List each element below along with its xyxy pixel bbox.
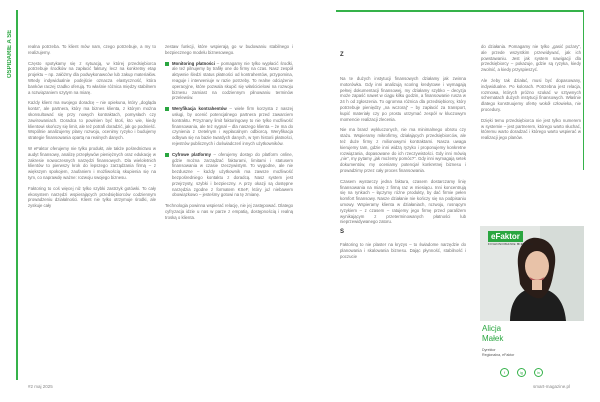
- bullet-square-icon: [165, 107, 169, 111]
- column-1: [28, 44, 156, 214]
- col4-paragraph: Ale żeby tak działać, musi być dopasowany, indywidualne. Po kolorach. Potrzebna jest relacja, rozmowa, których próżno szukać w sztywnych schematach dużych instytucji finansowych. Właśnie dlatego konstruujemy ofertę wokół człowieka, nie procedury.: [481, 77, 581, 112]
- bullet-square-icon: [165, 62, 169, 66]
- efaktor-logo: eFaktor: [488, 231, 523, 242]
- efaktor-logo-subtitle: FINANSOWANIE BIZNESU: [488, 242, 533, 246]
- author-role-line2: Regionalna, eFaktor: [482, 353, 515, 357]
- bullet-weryfikacja: [165, 106, 293, 147]
- column-3: [340, 76, 466, 264]
- author-photo: [480, 226, 584, 321]
- side-label-text: OSPIDARIE A SE: [7, 29, 13, 78]
- bullet-text: – pomagamy nie tylko wypłacić środki, ale też pilnujemy by trafiły one do firmy na czas. Nasz zespół aktywnie śledzi status płatności od kontrahentów, przypomina, reaguje i interweniuje w razie potrzeby. To realne odciążenie operacyjne, które pozwala skupić się właścicielowi na rozwoju biznesu zamiast na codziennym pilnowaniu terminów przelewów.: [172, 60, 294, 101]
- col1-paragraph: Często spotykamy się z sytuacją, w której przedsiębiorca potrzebuje środków na zapłacić faktury, lecz na konkretny etap projektu – np. załóżmy dla podwykonawców lub zakup materiałów. Wtedy indywidualnie podejście oznacza elastyczność, która banków raczej rzadko oferują. To właśnie różnica między stabilnem a rozwiązaniem szytym na miarę.: [28, 60, 156, 95]
- section-side-label: [6, 8, 16, 88]
- col1-paragraph: W eFaktor oferujemy nie tylko produkt, ale także pośrednictwo w audyt finansowy, analizę przepływów pieniężnych oraz edukację w zakresie nowoczesnych narzędzi finansowych. Dla wieloletnich klientów to pierwszy krok do lepszego zarządzania firmą – z większym spokojem, zaufaniem i możliwością skupienia się na tym, co naprawdę ważne: rozwoju swojego biznesu.: [28, 145, 156, 180]
- author-last-name: Małek: [482, 334, 504, 343]
- left-green-rule: [16, 10, 18, 380]
- social-links: [500, 368, 543, 377]
- top-green-rule: [336, 10, 584, 12]
- linkedin-icon[interactable]: in: [534, 368, 543, 377]
- bullet-text: – oferujemy dostęp do platform online, gdzie można zarządzać fakturami, limitami i statusem finansowania w czasie rzeczywistym. To wygodne, ale nie bezduszne – każdy użytkownik ma zawsze możliwość bezpośredniego kontaktu z doradcą. Nasz system jest przejrzysty, szybki i bezpieczny. A przy okazji są dostępne narzędzia zgodne z formatem KSeF, który już niebawem obowiązkowo – jesteśmy gotowi na tę zmianę.: [172, 151, 293, 198]
- col1-paragraph: Faktoring to coś więcej niż tylko szybki zastrzyk gotówki. To cały ekosystem narzędzi wspierających przedsiębiorców codziennym prowadzeniu działalności. Klient nie tylko otrzymuje środki, ale zyskuje cały: [28, 185, 156, 209]
- author-first-name: Alicja: [482, 324, 502, 333]
- col2-outro: Technologia powinna wspierać relację, nie jej zastępować. Dlatego cyfryzacja idzie u nas w parze z empatią, dostępnością i realną troską o klienta.: [165, 203, 293, 220]
- col3-paragraph: Czasem wystarczy jedna faktura, czasem dostarczamy linię finansowania na miarę z firmą raz w miesiącu. Inni koncentrują się na rynkach – łączymy różne produkty, by dać firmie pełen komfort finansowy. Nasze działanie nie kończy się na podpisaniu umowy. Wspieramy klienta w działaniach, rozwoju, rosnącym ryzykiem – z czasem – ratujemy jego firmę przed paraliżem wynikającym z przeterminowanych płatności lub nieprzewidywanego zatoru.: [340, 178, 466, 225]
- section-letter-s: S: [340, 229, 345, 236]
- footer-site: smart-magazine.pl: [532, 384, 570, 389]
- facebook-icon[interactable]: f: [500, 368, 509, 377]
- col3-paragraph: Na te dużych instytucji finansowych działamy jak zwinna motorówka. Gdy inni analizują scoring kredytowe i wymagają pełnej dokumentacji finansowej, my działamy szybko – decyzja może zapaść nawet w ciągu kilku godzin, a finansowanie rusza w 24 h od zgłoszenia. To ogromna różnica dla przedsiębiorcy, który potrzebuje pieniędzy „na wczoraj” – by zapłacić za transport, kupić materiały czy po prostu utrzymać zespół w kluczowym momencie realizacji zlecenia.: [340, 76, 466, 122]
- col3-paragraph: Faktoring to nie plaster na kryzys – to świadome narzędzie do planowania i skalowania biznesu. Dając płynność, stabilność i poczucie: [340, 241, 466, 259]
- bullet-title: Cyfrowe platformy: [172, 151, 212, 157]
- bullet-text: – wiele firm korzysta z naszej usługi, by ocenić potencjalnego partnera przed zawarciem kontraktu. Przyznany limit faktoringowy to nie tylko możliwość finansowania, ale też sygnał – dla naszego klienta – że ma do czynienia z rzetelnym i wypłacalnym odbiorcą. Weryfikacja odbywa się na bazie twardych danych, w tym historii płatności, rejestrów publicznych i doświadczeń innych użytkowników.: [172, 106, 293, 146]
- right-green-rule: [583, 10, 585, 170]
- footer-issue: #2 maj 2025: [28, 384, 53, 389]
- column-2: [165, 44, 293, 226]
- col4-paragraph: do działania. Pomagamy nie tylko „gasić pożary”, ale przede wszystkim przewidywać, jak ich powstawaniu. Jest jak system nawigacji dla przedsiębiorcy – pokazuje, gdzie są ryzyka, kiedy zwolnić, a kiedy przyspieszyć.: [481, 44, 581, 73]
- instagram-icon[interactable]: ig: [517, 368, 526, 377]
- col3-paragraph: Nie ma branż wykluczonych, nie ma minimalnego obrotu czy stażu. Wspieramy mikrofirmy, działających przedsiębiorców, ale też duże firmy z milionowymi kontraktami. Nasza uwaga kierujemy tam, gdzie inni widzą ryzyko i proponujemy konkretne rozwiązania, dopasowane do ich rzeczywistości. Gdy inni mówią „nie”, my pytamy „jak możemy pomóc?”. Gdy inni wymagają setek dokumentów, my oceniamy potencjał konkretnej biznesu i prowadzimy przez cały proces finansowania.: [340, 127, 466, 173]
- bullet-square-icon: [165, 153, 169, 157]
- bullet-title: Weryfikacja kontrahentów: [172, 106, 227, 112]
- section-letter-z: Z: [340, 52, 344, 58]
- author-profile: [480, 226, 584, 386]
- col4-paragraph: Dzięki temu przedsiębiorca nie jest tylko numerem w systemie – jest partnerem, którego warto słuchać, któremu warto doradzać i którego warto wspierać w realizacji jego planów.: [481, 117, 581, 141]
- col1-paragraph: Każdy klient ma swojego doradcę – nie opiekuna, który „dogląda konta”, ale partnera, który ma biznes klienta, z którym można skonsultować się przy nowych kontraktach, pomysłach czy zawirowaniach. Doradca to powinien być ktoś, kto wie, kiedy klientowi skończy się limit, ale też potrafi doradzić, jak go podnieść. Wspólnie analizujemy plany rozwoju, ocenimy ryzyko i budujemy strategie finansowania opartą na realnych danych.: [28, 100, 156, 141]
- bullet-monitoring: [165, 61, 293, 102]
- bullet-platformy: [165, 152, 293, 198]
- bullet-title: Monitoring płatności: [172, 60, 215, 66]
- column-4: [481, 44, 581, 146]
- col2-intro: zestaw funkcji, które wspierają go w budowaniu stabilnego i bezpiecznego modelu biznesowego.: [165, 44, 293, 55]
- author-role-line1: Dyrektor: [482, 348, 496, 352]
- col1-paragraph: realna potrzeba. To klient mów nam, czego potrzebuje, a my to realizujemy.: [28, 44, 156, 55]
